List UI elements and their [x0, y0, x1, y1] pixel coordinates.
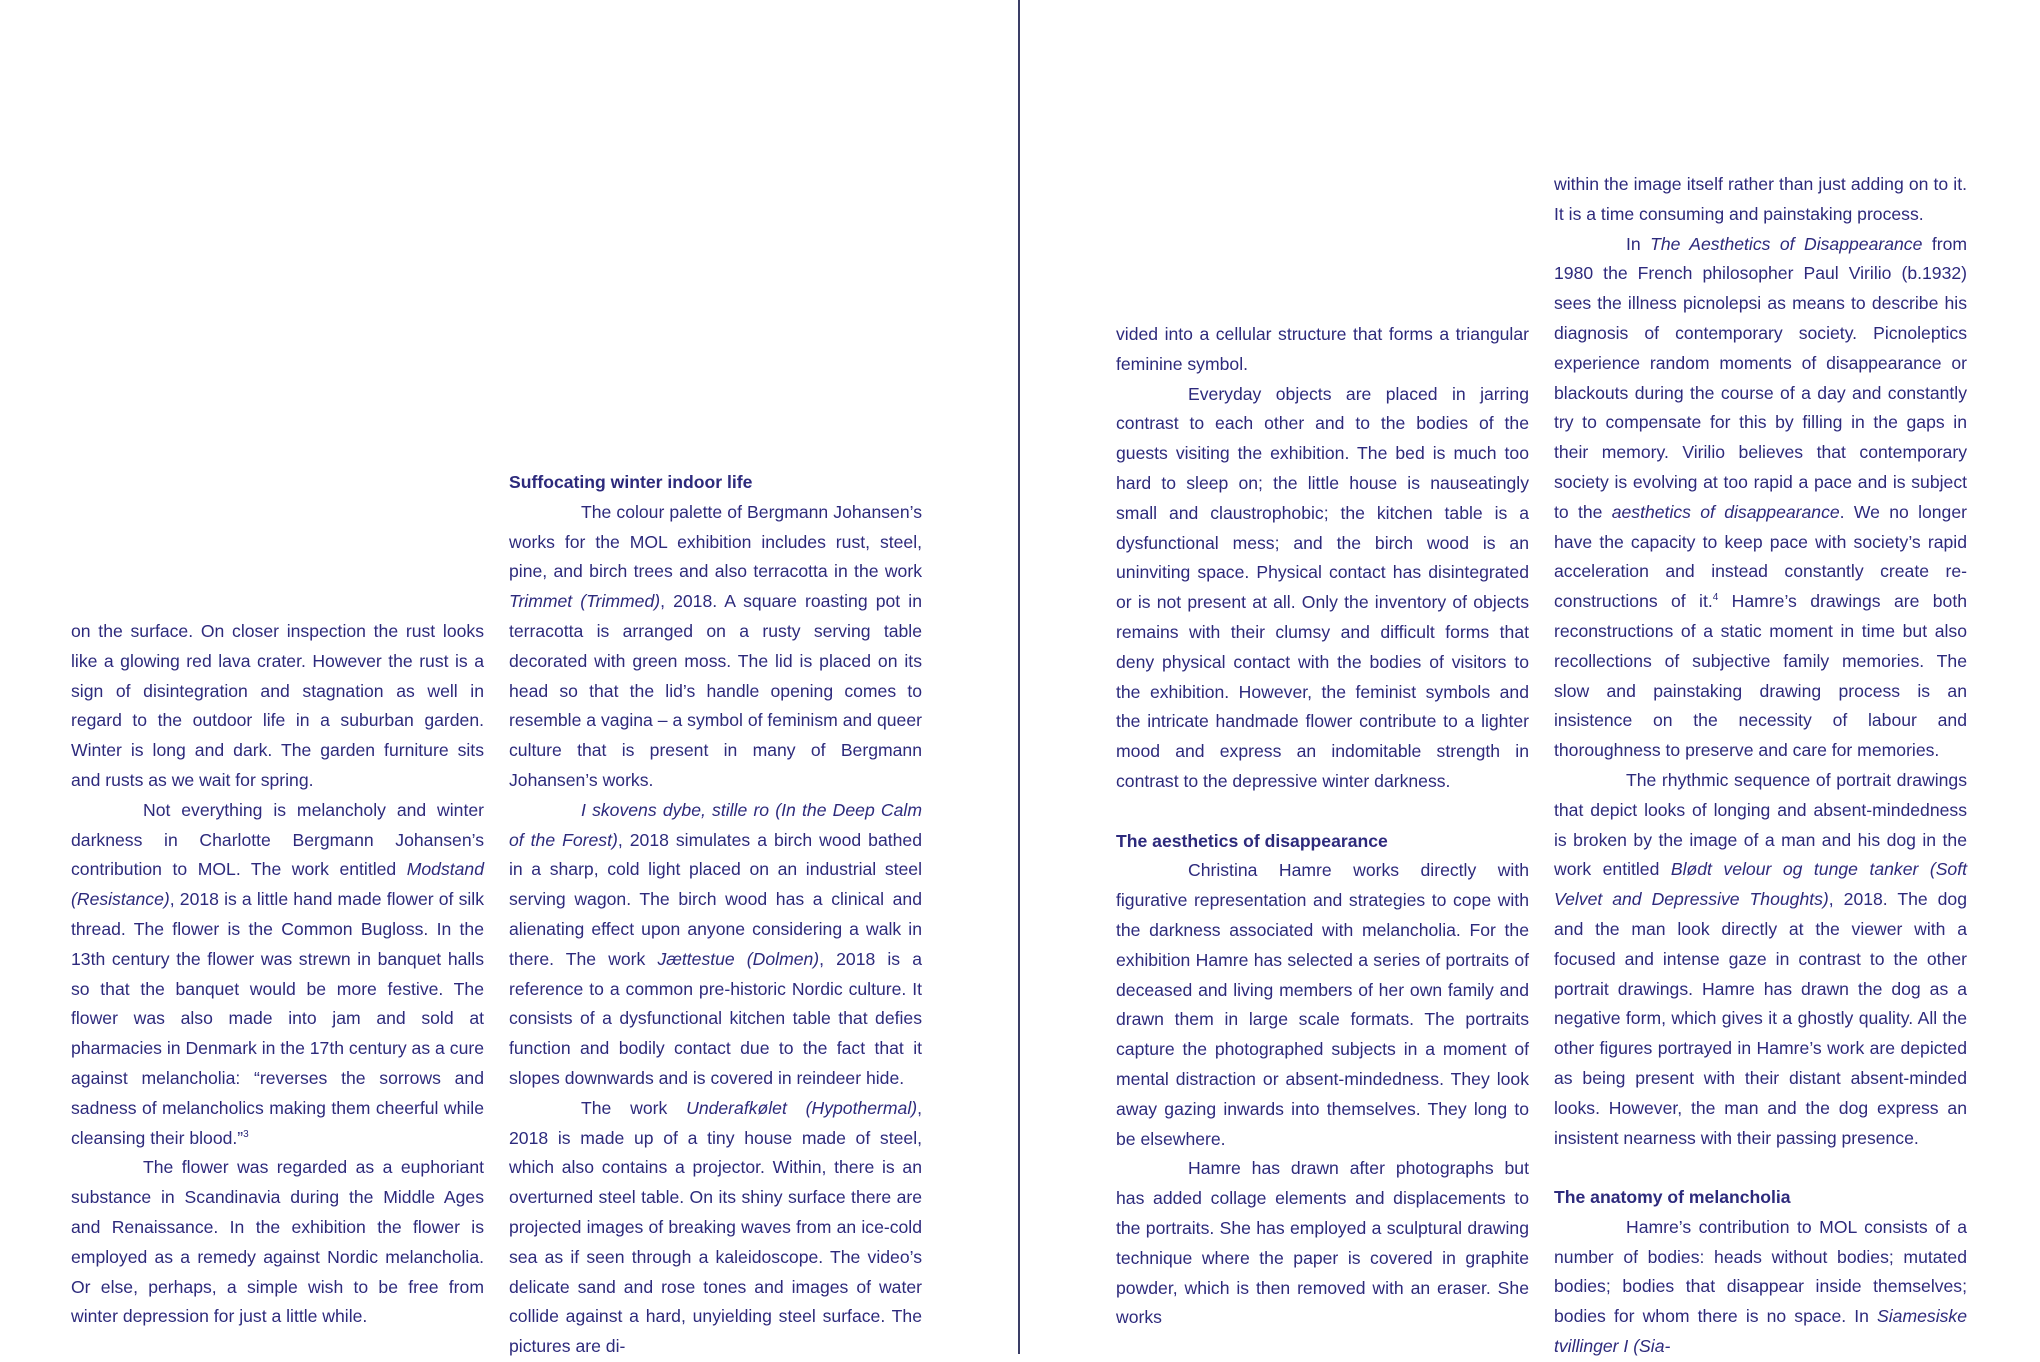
body-paragraph	[509, 1094, 922, 1362]
body-paragraph: Christina Hamre works directly with figurative representation and strategies to cope with the darkness associated with melancholia. For the exhibition Hamre has selected a series of portraits of deceased and living members of her own family and drawn them in large scale formats. The portraits capture the photographed subjects in a moment of mental distraction or absent-mindedness. They look away gazing inwards into themselves. They long to be elsewhere.	[1116, 860, 1529, 1149]
artwork-title: Siamesiske tvillinger I (Sia-	[1554, 1306, 1967, 1357]
left-page-column-2	[509, 468, 922, 1362]
section-heading: The aesthetics of disappearance	[1116, 830, 1388, 851]
body-text: , 2018 is a reference to a common pre-historic Nordic culture. It consists of a dysfunctional kitchen table that defies function and bodily contact due to the fact that it slopes downwards and is covered in reindeer hide.	[509, 948, 922, 1088]
body-text: Hamre’s contribution to MOL consists of a number of bodies: heads without bodies; mutated bodies; bodies that disappear inside themselves; bodies for whom there is no space. In	[1554, 1216, 1967, 1327]
body-paragraph	[509, 796, 922, 1094]
right-page-column-2	[1554, 170, 1967, 1362]
body-paragraph: vided into a cellular structure that forms a triangular feminine symbol.	[1116, 324, 1529, 374]
body-paragraph: Everyday objects are placed in jarring contrast to each other and to the bodies of the guests visiting the exhibition. The bed is much too hard to sleep on; the little house is nauseatingly small and claustrophobic; the kitchen table is a dysfunctional mess; and the birch wood is an uninviting space. Physical contact has disintegrated or is not present at all. Only the inventory of objects remains with their clumsy and difficult forms that deny physical contact with the bodies of visitors to the exhibition. However, the feminist symbols and the intricate handmade flower contribute to a lighter mood and express an indomitable strength in contrast to the depressive winter darkness.	[1116, 383, 1529, 791]
artwork-title: Underafkølet (Hypothermal)	[686, 1097, 918, 1118]
body-text: , 2018 simulates a birch wood bathed in a sharp, cold light placed on an industrial steel serving wagon. The birch wood has a clinical and alienating effect upon anyone considering a walk in there. The work	[509, 829, 922, 969]
body-text: The rhythmic sequence of portrait drawings that depict looks of longing and absent-mindedness is broken by the image of a man and his dog in the work entitled	[1554, 769, 1967, 880]
artwork-title: Blødt velour og tunge tanker (Soft Velvet and Depressive Thoughts)	[1554, 859, 1967, 910]
right-page-column-1	[1116, 320, 1529, 1333]
body-paragraph	[1554, 1213, 1967, 1362]
body-paragraph	[1554, 230, 1967, 766]
left-page-column-1	[71, 617, 484, 1332]
body-text: Not everything is melancholy and winter darkness in Charlotte Bergmann Johansen’s contribution to MOL. The work entitled	[71, 799, 484, 880]
section-spacer	[1116, 797, 1529, 827]
body-text: Hamre’s drawings are both reconstructions of a static moment in time but also recollections of subjective family memories. The slow and painstaking drawing process is an insistence on the necessity of labour and thoroughness to preserve and care for memories.	[1554, 591, 1967, 761]
page-gutter-divider	[1018, 0, 1020, 1354]
artwork-title: I skovens dybe, stille ro (In the Deep Calm of the Forest)	[509, 799, 922, 850]
body-paragraph	[71, 796, 484, 1154]
body-text: The colour palette of Bergmann Johansen’s works for the MOL exhibition includes rust, steel, pine, and birch trees and also terracotta in the work	[509, 501, 922, 582]
body-text: , 2018 is made up of a tiny house made of steel, which also contains a projector. Within, there is an overturned steel table. On its shiny surface there are projected images of breaking waves from an ice-cold sea as if seen through a kaleidoscope. The video’s delicate sand and rose tones and images of water collide against a hard, unyielding steel surface. The pictures are di-	[509, 1097, 922, 1357]
body-text: , 2018. The dog and the man look directly at the viewer with a focused and intense gaze in contrast to the other portrait drawings. Hamre has drawn the dog as a negative form, which gives it a ghostly quality. All the other figures portrayed in Hamre’s work are depicted as being present with their distant absent-minded looks. However, the man and the dog express an insistent nearness with their passing presence.	[1554, 889, 1968, 1148]
section-heading: The anatomy of melancholia	[1554, 1187, 1791, 1208]
book-title: The Aesthetics of Disappearance	[1650, 233, 1923, 254]
artwork-title: Jættestue (Dolmen)	[657, 948, 820, 969]
artwork-title: Modstand (Resistance)	[71, 859, 484, 910]
footnote-marker: 3	[243, 1128, 249, 1140]
body-paragraph	[1554, 766, 1967, 1153]
body-paragraph: on the surface. On closer inspection the rust looks like a glowing red lava crater. However the rust is a sign of disintegration and stagnation as well in regard to the outdoor life in a suburban garden. Winter is long and dark. The garden furniture sits and rusts as we wait for spring.	[71, 621, 484, 790]
artwork-title: Trimmet (Trimmed)	[509, 591, 661, 612]
body-text: . We no longer have the capacity to keep pace with society’s rapid acceleration and instead constantly create re-constructions of it.	[1554, 501, 1967, 612]
section-heading: Suffocating winter indoor life	[509, 472, 753, 492]
footnote-marker: 4	[1712, 592, 1719, 604]
body-paragraph: within the image itself rather than just adding on to it. It is a time consuming and painstaking process.	[1554, 174, 1967, 224]
body-text: , 2018. A square roasting pot in terracotta is arranged on a rusty serving table decorated with green moss. The lid is placed on its head so that the lid’s handle opening comes to resemble a vagina – a symbol of feminism and queer culture that is present in many of Bergmann Johansen’s works.	[509, 591, 922, 790]
section-spacer	[1554, 1153, 1967, 1183]
body-paragraph: The flower was regarded as a euphoriant substance in Scandinavia during the Middle Ages and Renaissance. In the exhibition the flower is employed as a remedy against Nordic melancholia. Or else, perhaps, a simple wish to be free from winter depression for just a little while.	[71, 1157, 484, 1327]
body-paragraph	[509, 498, 922, 796]
body-text: , 2018 is a little hand made flower of silk thread. The flower is the Common Bugloss. In the 13th century the flower was strewn in banquet halls so that the banquet would be more festive. The flower was also made into jam and sold at pharmacies in Denmark in the 17th century as a cure against melancholia: “reverses the sorrows and sadness of melancholics making them cheerful while cleansing their blood.”	[71, 889, 484, 1148]
body-text: The work	[581, 1097, 687, 1118]
body-paragraph: Hamre has drawn after photographs but has added collage elements and displacements to the portraits. She has employed a sculptural drawing technique where the paper is covered in graphite powder, which is then removed with an eraser. She works	[1116, 1158, 1529, 1328]
emphasized-term: aesthetics of disappearance	[1611, 501, 1840, 522]
body-text: from 1980 the French philosopher Paul Virilio (b.1932) sees the illness picnolepsi as means to describe his diagnosis of contemporary society. Picnoleptics experience random moments of disappearance or blackouts during the course of a day and constantly try to compensate for this by filling in the gaps in their memory. Virilio believes that contemporary society is evolving at too rapid a pace and is subject to the	[1554, 233, 1968, 522]
body-text: In	[1626, 233, 1651, 254]
